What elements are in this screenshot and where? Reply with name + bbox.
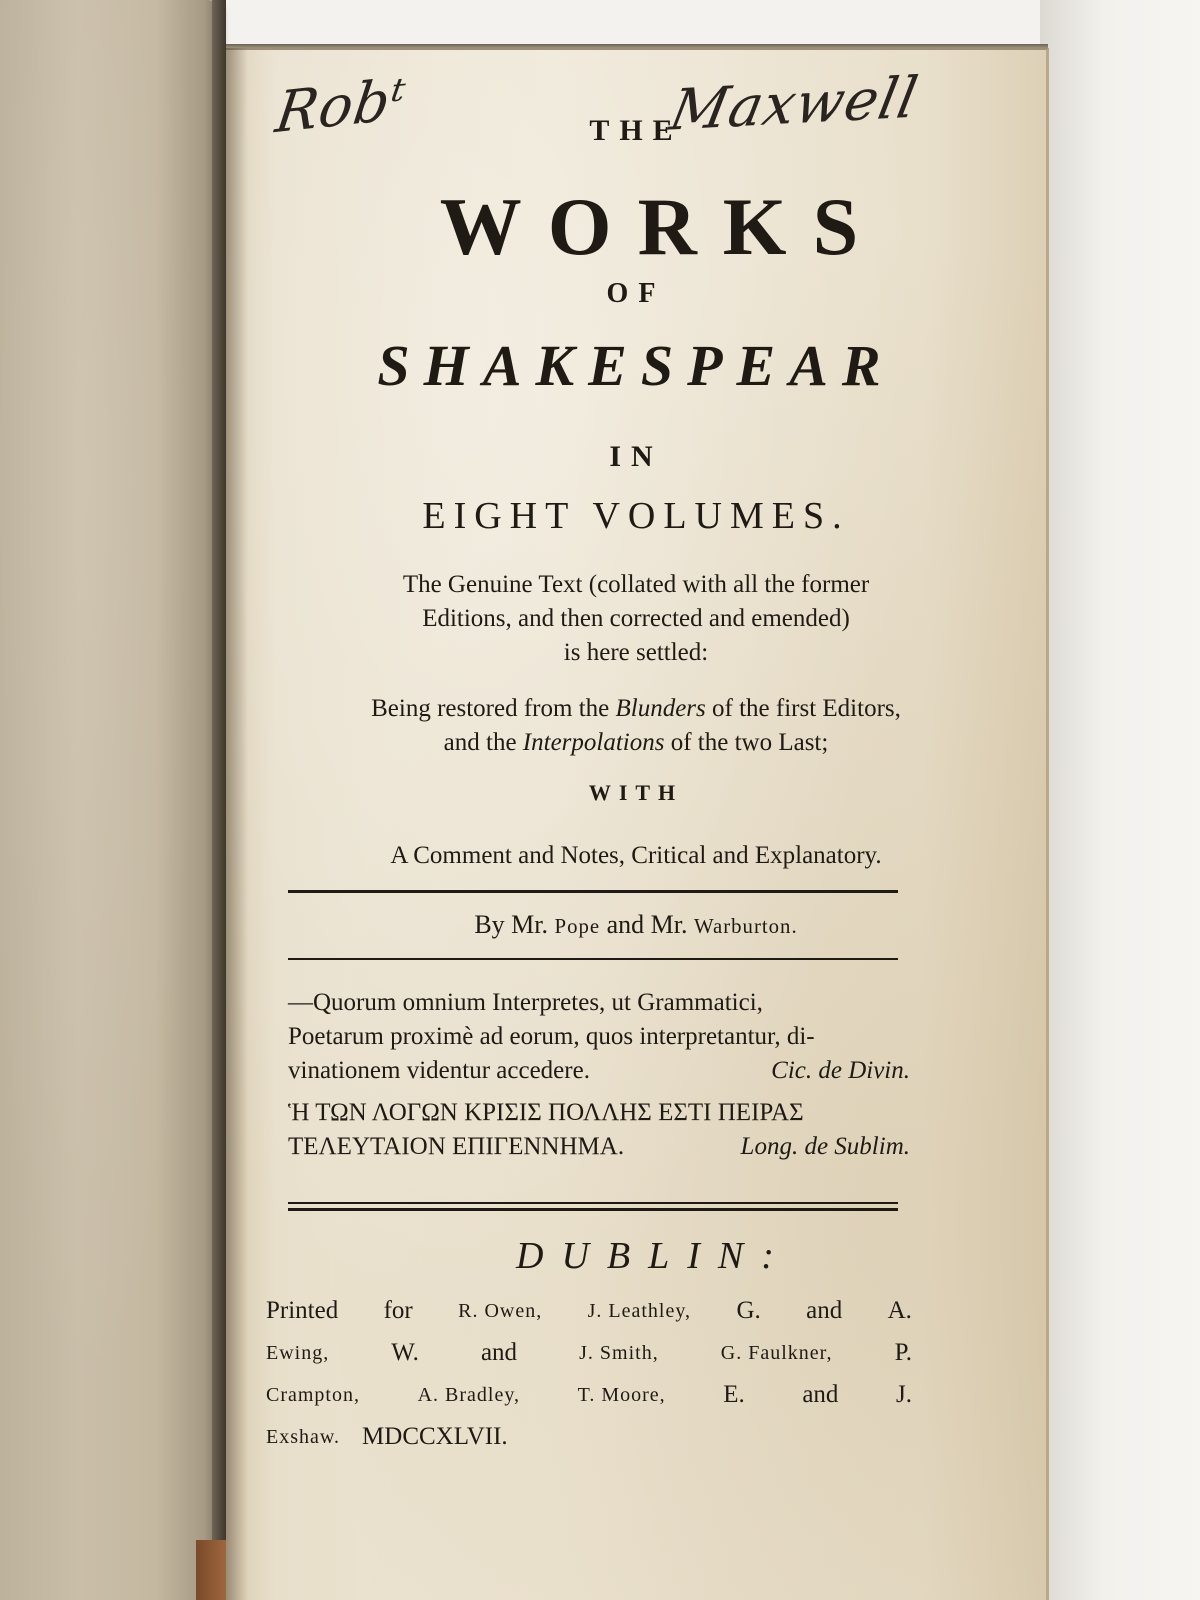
imprint-word: Crampton, — [266, 1384, 360, 1406]
imprint-line — [266, 1332, 912, 1374]
comment-line: A Comment and Notes, Critical and Explanatory. — [390, 842, 882, 869]
imprint-line — [266, 1374, 912, 1416]
quote-line: —Quorum omnium Interpretes, ut Grammatici, — [288, 989, 763, 1016]
imprint-word: and — [480, 1339, 518, 1366]
quote-line: Poetarum proximè ad eorum, quos interpretantur, di- — [288, 1023, 815, 1050]
latin-quote — [288, 986, 910, 1088]
restored-line — [226, 692, 1046, 726]
imprint-word: W. — [391, 1339, 419, 1366]
quote-text: ΤΕΛΕΥΤΑΙΟΝ ΕΠΙΓΕΝΝΗΜΑ. — [288, 1133, 625, 1160]
restored-text: of the two Last; — [664, 729, 829, 756]
imprint-word: R. Owen, — [458, 1300, 543, 1322]
book-cover-board — [0, 0, 222, 1600]
restored-italic: Blunders — [615, 695, 706, 722]
rule-divider — [288, 958, 898, 960]
title-in: IN — [609, 440, 663, 473]
imprint-word: G. Faulkner, — [720, 1342, 833, 1364]
title-works: WORKS — [439, 181, 885, 272]
title-shakespear: SHAKESPEAR — [377, 333, 895, 398]
imprint-date: MDCCXLVII. — [362, 1423, 508, 1450]
signature-first-name: Robᵗ — [271, 66, 410, 147]
quote-source: Long. de Sublim. — [740, 1133, 910, 1160]
genuine-text-statement — [226, 568, 1046, 670]
genuine-line: The Genuine Text (collated with all the former — [402, 571, 870, 598]
title-the: THE — [589, 114, 683, 147]
quote-line — [288, 1054, 910, 1088]
imprint-word: P. — [894, 1339, 912, 1366]
imprint-printers — [266, 1290, 912, 1458]
cover-edge — [212, 0, 226, 1600]
greek-quote — [288, 1096, 910, 1164]
imprint-word: Exshaw. — [266, 1426, 341, 1448]
imprint-word: A. — [887, 1297, 912, 1324]
imprint-line — [266, 1290, 912, 1332]
restored-line — [226, 726, 1046, 760]
imprint-word: and — [806, 1297, 843, 1324]
restored-text: and the — [443, 729, 523, 756]
double-rule-bottom — [288, 1208, 898, 1211]
restored-italic: Interpolations — [522, 729, 665, 756]
genuine-line: is here settled: — [563, 639, 709, 666]
quote-line: Ἡ ΤΩΝ ΛΟΓΩΝ ΚΡΙΣΙΣ ΠΟΛΛΗΣ ΕΣΤΙ ΠΕΙΡΑΣ — [288, 1099, 804, 1126]
author-warburton: Warburton. — [694, 915, 798, 938]
imprint-word: E. — [723, 1381, 745, 1408]
page-gutter-shadow — [226, 48, 248, 1600]
quote-line — [288, 1130, 910, 1164]
authors-line — [226, 910, 1046, 940]
title-page — [226, 48, 1049, 1600]
restored-text: Being restored from the — [371, 695, 616, 722]
imprint-word: J. — [895, 1381, 912, 1408]
quote-text: vinationem videntur accedere. — [288, 1057, 590, 1084]
imprint-city: DUBLIN: — [516, 1235, 792, 1277]
title-of: OF — [606, 278, 666, 309]
title-volumes: EIGHT VOLUMES. — [422, 495, 850, 537]
quote-source: Cic. de Divin. — [771, 1057, 910, 1084]
authors-by: By Mr. — [474, 910, 549, 939]
genuine-line: Editions, and then corrected and emended) — [422, 605, 850, 632]
authors-and: and Mr. — [606, 910, 688, 939]
leather-spine — [196, 1540, 230, 1600]
imprint-word: for — [383, 1297, 413, 1324]
restored-statement — [226, 692, 1046, 760]
author-pope: Pope — [554, 915, 601, 938]
signature-last-name: Maxwell — [664, 65, 924, 144]
imprint-word: A. Bradley, — [417, 1384, 521, 1406]
imprint-word: T. Moore, — [577, 1384, 666, 1406]
restored-text: of the first Editors, — [705, 695, 901, 722]
double-rule-top — [288, 1202, 898, 1204]
imprint-word: and — [802, 1381, 839, 1408]
with-heading: WITH — [588, 780, 684, 805]
imprint-word: Printed — [266, 1297, 339, 1324]
imprint-word: J. Smith, — [579, 1342, 659, 1364]
imprint-word: G. — [736, 1297, 761, 1324]
imprint-word: J. Leathley, — [587, 1300, 692, 1322]
imprint-line — [266, 1416, 912, 1458]
rule-divider — [288, 890, 898, 893]
imprint-word: Ewing, — [266, 1342, 330, 1364]
